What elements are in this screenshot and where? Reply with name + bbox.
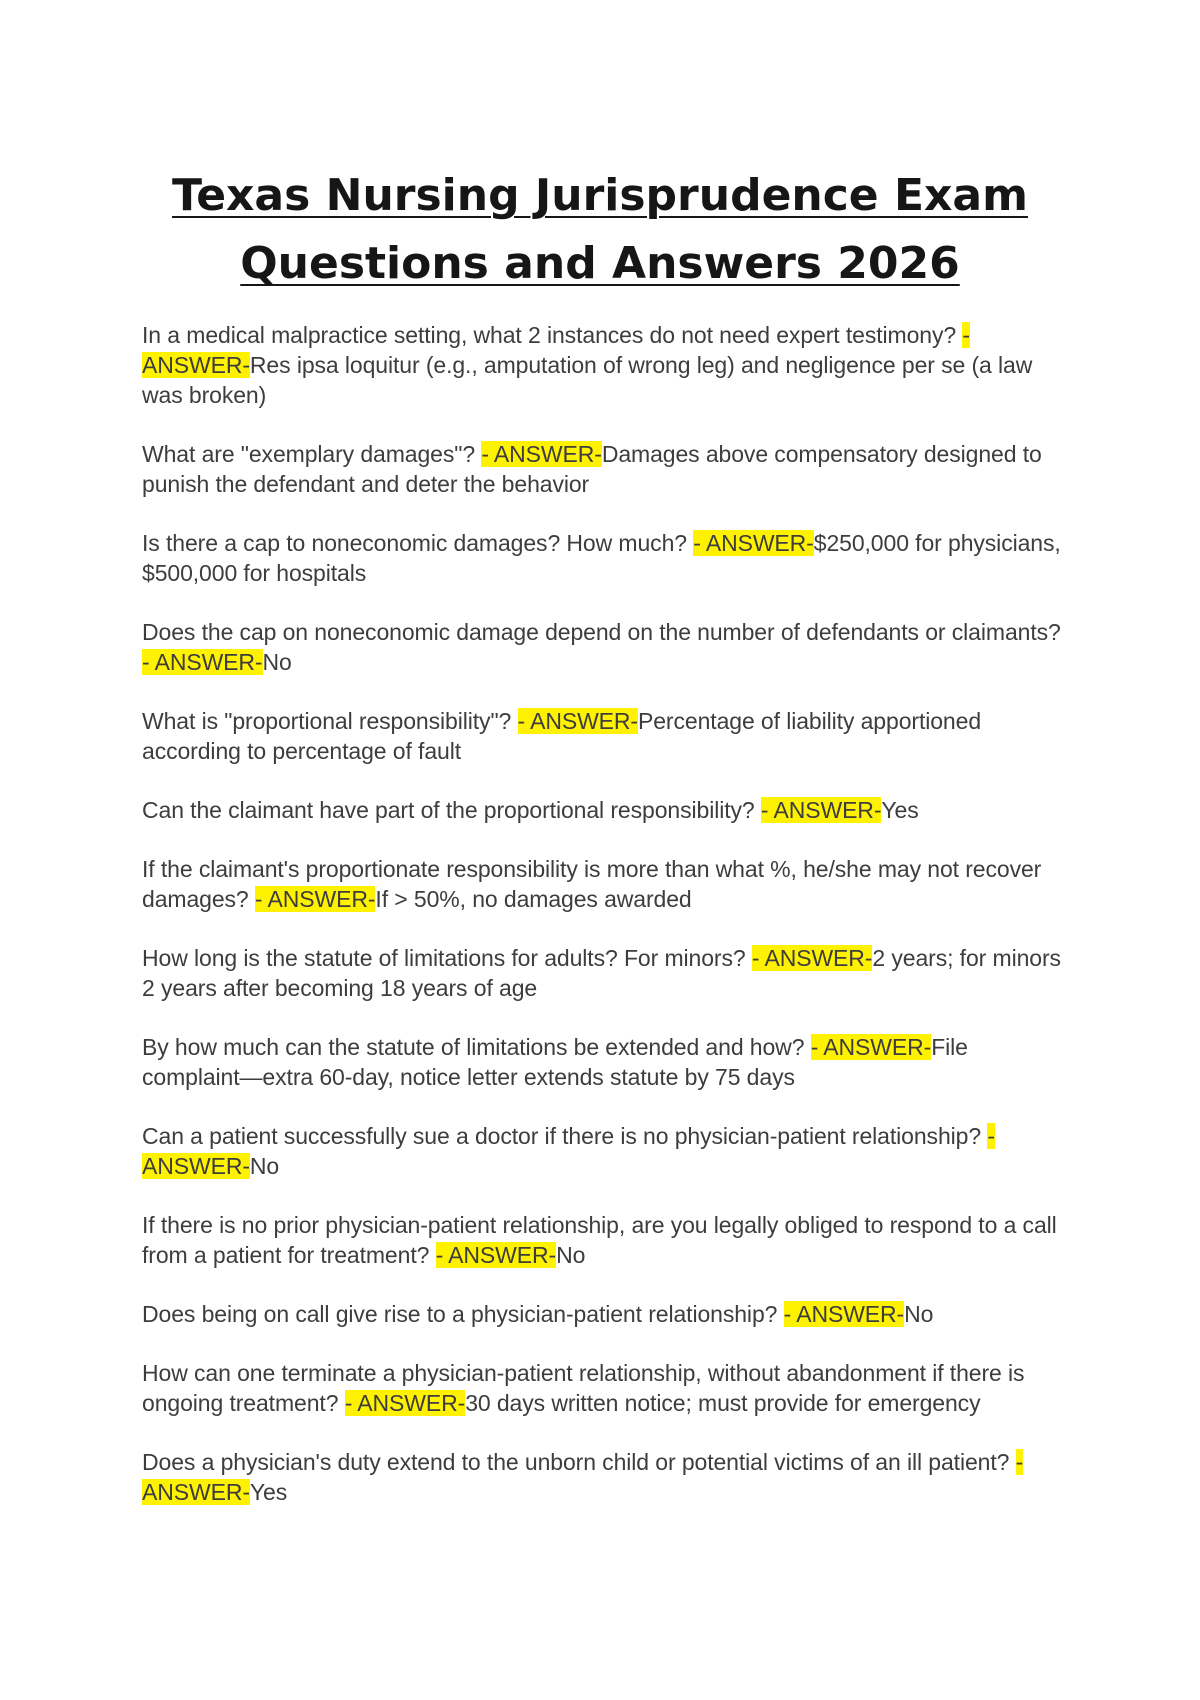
answer-text: If > 50%, no damages awarded: [375, 886, 692, 912]
question-text: Does a physician's duty extend to the unborn child or potential victims of an ill patient?: [142, 1449, 1016, 1475]
answer-marker: - ANSWER-: [751, 945, 873, 971]
document-title: [0, 162, 1200, 298]
qa-item: [142, 706, 1062, 766]
question-text: Does being on call give rise to a physician-patient relationship?: [142, 1301, 784, 1327]
qa-item: [142, 854, 1062, 914]
qa-item: [142, 617, 1062, 677]
answer-marker: - ANSWER-: [517, 708, 638, 734]
answer-text: $250,000 for physicians, $500,000 for hospitals: [142, 530, 1061, 586]
qa-item: [142, 1210, 1062, 1270]
answer-marker: - ANSWER-: [810, 1034, 932, 1060]
question-text: How can one terminate a physician-patient relationship, without abandonment if there is ongoing treatment?: [142, 1360, 1025, 1416]
answer-text: No: [249, 1153, 280, 1179]
qa-item: [142, 943, 1062, 1003]
answer-text: Percentage of liability apportioned according to percentage of fault: [142, 708, 982, 764]
question-text: If there is no prior physician-patient relationship, are you legally obliged to respond to a call from a patient for treatment?: [142, 1212, 1057, 1268]
question-text: Can the claimant have part of the proportional responsibility?: [142, 797, 761, 823]
answer-marker: - ANSWER-: [142, 1123, 995, 1179]
answer-marker: - ANSWER-: [344, 1390, 466, 1416]
answer-text: 2 years; for minors 2 years after becoming 18 years of age: [142, 945, 1061, 1001]
question-text: How long is the statute of limitations for adults? For minors?: [142, 945, 752, 971]
title-line-2: Questions and Answers 2026: [240, 238, 960, 289]
answer-marker: - ANSWER-: [254, 886, 376, 912]
answer-marker: - ANSWER-: [783, 1301, 905, 1327]
qa-item: [142, 528, 1062, 588]
answer-text: Res ipsa loquitur (e.g., amputation of wrong leg) and negligence per se (a law was broken): [142, 352, 1033, 408]
answer-text: File complaint—extra 60-day, notice letter extends statute by 75 days: [142, 1034, 968, 1090]
question-text: What are "exemplary damages"?: [142, 441, 482, 467]
question-text: By how much can the statute of limitations be extended and how?: [142, 1034, 811, 1060]
answer-marker: - ANSWER-: [693, 530, 814, 556]
answer-text: Yes: [249, 1479, 288, 1505]
answer-marker: - ANSWER-: [760, 797, 882, 823]
question-text: In a medical malpractice setting, what 2 instances do not need expert testimony?: [142, 322, 963, 348]
question-text: Does the cap on noneconomic damage depend on the number of defendants or claimants?: [142, 619, 1061, 645]
answer-marker: - ANSWER-: [142, 322, 970, 378]
qa-item: [142, 439, 1062, 499]
qa-item: [142, 320, 1062, 410]
answer-text: No: [262, 649, 292, 675]
qa-item: [142, 795, 1062, 825]
question-text: What is "proportional responsibility"?: [142, 708, 518, 734]
answer-text: 30 days written notice; must provide for emergency: [465, 1390, 981, 1416]
question-text: Can a patient successfully sue a doctor if there is no physician-patient relationship?: [142, 1123, 988, 1149]
answer-text: Yes: [881, 797, 919, 823]
answer-marker: - ANSWER-: [142, 649, 263, 675]
question-text: If the claimant's proportionate responsibility is more than what %, he/she may not recover damages?: [142, 856, 1042, 912]
qa-item: [142, 1299, 1062, 1329]
title-line-1: Texas Nursing Jurisprudence Exam: [172, 170, 1028, 221]
answer-text: No: [904, 1301, 934, 1327]
qa-item: [142, 1358, 1062, 1418]
qa-list: [142, 320, 1062, 1536]
qa-item: [142, 1447, 1062, 1507]
question-text: Is there a cap to noneconomic damages? How much?: [142, 530, 694, 556]
qa-item: [142, 1032, 1062, 1092]
qa-item: [142, 1121, 1062, 1181]
answer-text: No: [556, 1242, 586, 1268]
answer-marker: - ANSWER-: [481, 441, 602, 467]
answer-marker: - ANSWER-: [435, 1242, 557, 1268]
answer-marker: - ANSWER-: [142, 1449, 1024, 1505]
answer-text: Damages above compensatory designed to punish the defendant and deter the behavior: [142, 441, 1042, 497]
